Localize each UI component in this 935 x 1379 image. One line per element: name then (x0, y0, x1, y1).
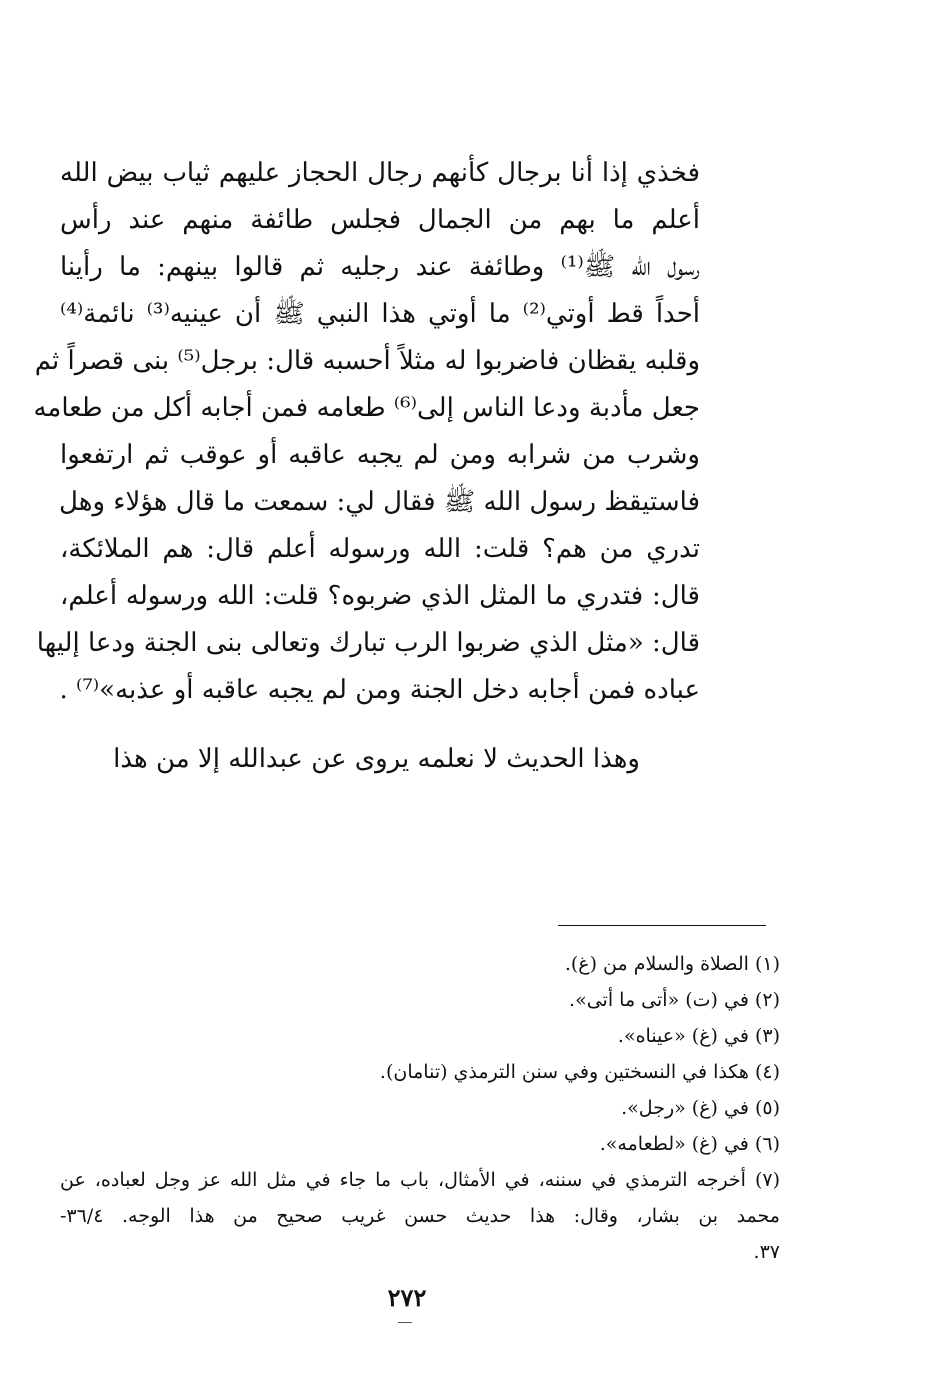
text-line: وقلبه يقظان فاضربوا له مثلاً أحسبه قال: برجل⁽⁵⁾ بنى قصراً ثم (34, 346, 700, 376)
footnote-7-end: ٣٧. (753, 1241, 780, 1263)
footnote-2: (٢) في (ت) «أتى ما أتى». (569, 989, 780, 1011)
text-line: وشرب من شرابه ومن لم يجبه عاقبه أو عوقب ثم ارتفعوا (60, 440, 700, 470)
text-line: قال: فتدري ما المثل الذي ضربوه؟ قلت: الله ورسوله أعلم، (60, 581, 700, 611)
footnote-7-continued: محمد بن بشار، وقال: هذا حديث حسن غريب صحيح من هذا الوجه. ٣٦/٤- (60, 1205, 780, 1227)
footnote-5: (٥) في (غ) «رجل». (621, 1097, 780, 1119)
footnote-divider (558, 925, 766, 926)
footnote-6: (٦) في (غ) «لطعامه». (599, 1133, 780, 1155)
page-number: ٢٧٢ (387, 1283, 427, 1312)
text-line: فاستيقظ رسول الله ﷺ فقال لي: سمعت ما قال هؤلاء وهل (59, 487, 700, 517)
footnote-3: (٣) في (غ) «عيناه». (617, 1025, 780, 1047)
text-line: أحداً قط أوتي⁽²⁾ ما أوتي هذا النبي ﷺ أن عينيه⁽³⁾ نائمة⁽⁴⁾ (60, 299, 700, 329)
text-line: جعل مأدبة ودعا الناس إلى⁽⁶⁾ طعامه فمن أجابه أكل من طعامه (33, 393, 700, 423)
main-paragraph (33, 150, 701, 714)
text-line: قال: «مثل الذي ضربوا الرب تبارك وتعالى بنى الجنة ودعا إليها (36, 628, 700, 658)
footnote-1: (١) الصلاة والسلام من (غ). (564, 953, 780, 975)
footnote-7: (٧) أخرجه الترمذي في سننه، في الأمثال، باب ما جاء في مثل الله عز وجل لعباده، عن (60, 1169, 780, 1191)
text-line: عباده فمن أجابه دخل الجنة ومن لم يجبه عاقبه أو عذبه»⁽⁷⁾ . (59, 675, 700, 705)
footnote-4: (٤) هكذا في النسختين وفي سنن الترمذي (تنامان). (379, 1061, 780, 1083)
text-line: تدري من هم؟ قلت: الله ورسوله أعلم قال: هم الملائكة، (60, 534, 700, 564)
text-line: أعلم ما بهم من الجمال فجلس طائفة منهم عند رأس (60, 205, 700, 235)
text-line: رسول الله ﷺ⁽¹⁾ وطائفة عند رجليه ثم قالوا بينهم: ما رأينا (60, 252, 701, 282)
page-number-mark (398, 1322, 412, 1323)
text-line: فخذي إذا أنا برجال كأنهم رجال الحجاز عليهم ثياب بيض الله (60, 158, 701, 188)
footnotes (60, 946, 780, 1270)
second-paragraph: وهذا الحديث لا نعلمه يروى عن عبدالله إلا من هذا (113, 744, 640, 774)
